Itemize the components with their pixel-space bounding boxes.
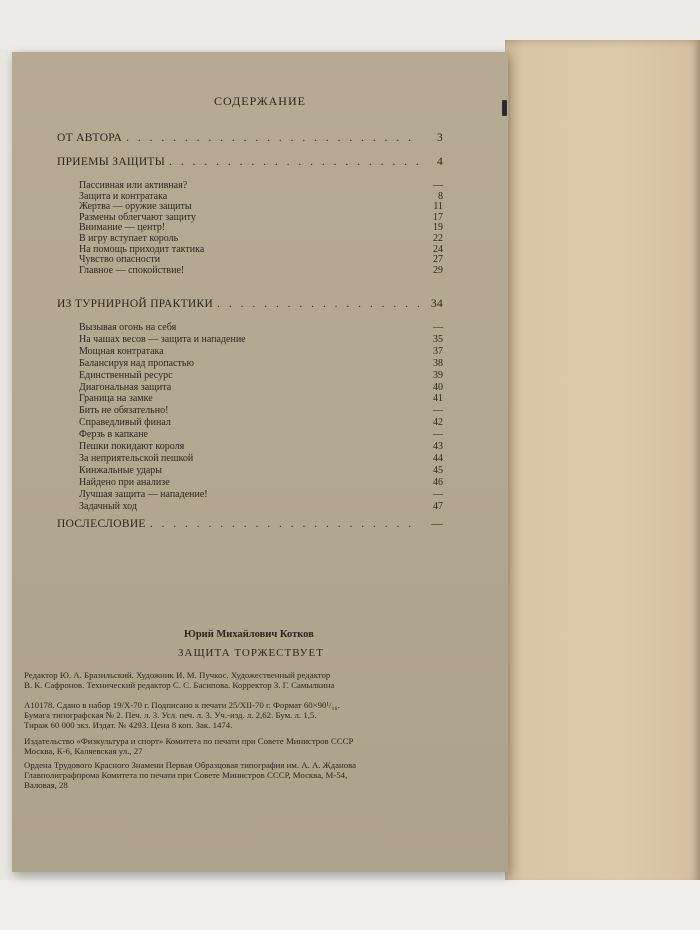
toc-leader	[169, 156, 419, 168]
toc-entry-title: Внимание — центр!	[79, 222, 166, 234]
toc-entry-title: За неприятельской пешкой	[79, 452, 194, 464]
toc-entry	[79, 254, 443, 265]
toc-entry-title: Диагональная защита	[79, 381, 172, 393]
toc-entry	[79, 501, 443, 512]
colophon-line: Бумага типографская № 2. Печ. л. 3. Усл. печ. л. 3. Уч.-изд. л. 2,62. Бум. л. 1,5.	[24, 710, 317, 720]
toc-page-number: 8	[438, 190, 443, 202]
colophon-line: Главполиграфпрома Комитета по печати при Совете Министров СССР, Москва, М-54,	[24, 770, 348, 780]
toc-entry	[79, 180, 443, 191]
colophon-line: Тираж 60 000 экз. Издат. № 4293. Цена 8 коп. Зак. 1474.	[24, 720, 233, 730]
toc-page-number: 29	[433, 264, 443, 276]
toc-entry-title: Лучшая защита — нападение!	[79, 488, 208, 500]
toc-page-number: 4	[436, 156, 443, 168]
toc-entry-title: Пешки покидают короля	[79, 441, 185, 452]
toc-entry	[79, 265, 443, 276]
toc-page-number: —	[433, 488, 443, 500]
toc-entry	[79, 233, 443, 244]
toc-section-title: ОТ АВТОРА	[57, 132, 123, 144]
toc-title: СОДЕРЖАНИЕ	[214, 94, 306, 108]
toc-entry	[79, 346, 443, 357]
toc-page-number: 11	[433, 201, 443, 213]
toc-section	[57, 518, 443, 530]
toc-page-number: —	[433, 405, 443, 417]
colophon-printer	[24, 760, 484, 790]
toc-entry-title: Размены облегчают защиту	[79, 211, 196, 223]
toc-page-number: 22	[433, 233, 443, 244]
toc-page-number: 42	[433, 417, 443, 429]
colophon-line: А10178. Сдано в набор 19/X-70 г. Подписано к печати 25/XII-70 г. Формат 60×90¹/₁₆.	[24, 700, 340, 710]
toc-page-number: 46	[433, 476, 443, 488]
toc-entry	[79, 222, 443, 233]
toc-entry-title: Чувство опасности	[79, 254, 161, 266]
toc-entry-title: Мощная контратака	[79, 345, 164, 357]
toc-entry-title: Ферзь в капкане	[79, 429, 148, 441]
toc-page-number: —	[433, 322, 443, 333]
toc-leader	[150, 518, 419, 530]
toc-page-number: 43	[433, 441, 443, 452]
toc-entry	[79, 370, 443, 381]
book-page	[12, 52, 508, 872]
colophon-staff	[24, 670, 484, 690]
toc-section-title: ПРИЕМЫ ЗАЩИТЫ	[57, 156, 166, 168]
toc-entry-title: В игру вступает король	[79, 233, 179, 244]
toc-entry-title: Найдено при анализе	[79, 476, 170, 488]
toc-entry	[79, 489, 443, 500]
toc-entry-title: Кинжальные удары	[79, 464, 162, 476]
toc-entry	[79, 429, 443, 440]
toc-section	[57, 156, 443, 168]
toc-page-number: 19	[433, 222, 443, 234]
toc-entry-title: Единственный ресурс	[79, 369, 173, 381]
colophon-publisher	[24, 736, 484, 756]
toc-page-number: 37	[433, 345, 443, 357]
toc-entry-title: Главное — спокойствие!	[79, 264, 185, 276]
gutter-mark	[502, 100, 507, 116]
toc-page-number: 41	[433, 393, 443, 405]
colophon-line: Издательство «Физкультура и спорт» Комитета по печати при Совете Министров СССР	[24, 736, 354, 746]
toc-entry	[79, 322, 443, 333]
toc-section-title: ПОСЛЕСЛОВИЕ	[57, 518, 146, 530]
toc-page-number: —	[431, 518, 443, 530]
toc-entry	[79, 417, 443, 428]
toc-entry	[79, 405, 443, 416]
colophon-line: Москва, К-6, Каляевская ул., 27	[24, 746, 143, 756]
toc-entry	[79, 453, 443, 464]
toc-page-number: 44	[433, 452, 443, 464]
toc-entry	[79, 393, 443, 404]
toc-page-number: 3	[436, 132, 443, 144]
toc-entry-title: Защита и контратака	[79, 190, 168, 202]
toc-entry-title: Вызывая огонь на себя	[79, 322, 177, 333]
toc-entry	[79, 244, 443, 255]
colophon-line: Ордена Трудового Красного Знамени Первая Образцовая типография им. А. А. Жданова	[24, 760, 357, 770]
backdrop-bottom	[0, 880, 700, 930]
toc-page-number: 24	[433, 243, 443, 255]
toc-page-number: —	[433, 180, 443, 191]
toc-page-number: 27	[433, 254, 443, 266]
toc-entry-title: Задачный ход	[79, 500, 137, 512]
toc-section	[57, 298, 443, 310]
toc-entry	[79, 441, 443, 452]
toc-entry-title: Справедливый финал	[79, 417, 171, 429]
facing-page	[505, 40, 700, 885]
toc-page-number: —	[433, 429, 443, 441]
toc-page-number: 40	[433, 381, 443, 393]
colophon-line: В. К. Сафронов. Технический редактор С. С. Басипова. Корректор З. Г. Самылкина	[24, 680, 335, 690]
toc-page-number: 45	[433, 464, 443, 476]
colophon-author: Юрий Михайлович Котков	[184, 629, 314, 640]
toc-page-number: 34	[430, 298, 443, 310]
toc-entry-title: Жертва — оружие защиты	[79, 201, 192, 213]
toc-entry-title: Пассивная или активная?	[79, 180, 188, 191]
toc-page-number: 35	[433, 333, 443, 345]
toc-entry	[79, 201, 443, 212]
toc-section-title: ИЗ ТУРНИРНОЙ ПРАКТИКИ	[57, 298, 214, 310]
toc-leader	[217, 298, 419, 310]
toc-entry-title: Граница на замке	[79, 393, 153, 405]
toc-entry	[79, 334, 443, 345]
colophon-book-title: ЗАЩИТА ТОРЖЕСТВУЕТ	[178, 647, 324, 659]
toc-entry-title: Бить не обязательно!	[79, 405, 169, 417]
toc-section	[57, 132, 443, 144]
toc-page-number: 39	[433, 369, 443, 381]
toc-entry	[79, 382, 443, 393]
toc-entry	[79, 358, 443, 369]
toc-entry	[79, 191, 443, 202]
colophon-line: Валовая, 28	[24, 780, 68, 790]
toc-entry	[79, 465, 443, 476]
toc-leader	[126, 132, 419, 144]
colophon-print-info	[24, 700, 484, 730]
toc-entry-title: Балансируя над пропастью	[79, 357, 194, 369]
toc-entry-title: На чашах весов — защита и нападение	[79, 333, 246, 345]
toc-entry-title: На помощь приходит тактика	[79, 243, 205, 255]
toc-page-number: 38	[433, 357, 443, 369]
toc-page-number: 47	[433, 500, 443, 512]
toc-entry	[79, 477, 443, 488]
toc-page-number: 17	[433, 211, 443, 223]
toc-entry	[79, 212, 443, 223]
colophon-line: Редактор Ю. А. Бразильский. Художник И. М. Пучкос. Художественный редактор	[24, 670, 331, 680]
